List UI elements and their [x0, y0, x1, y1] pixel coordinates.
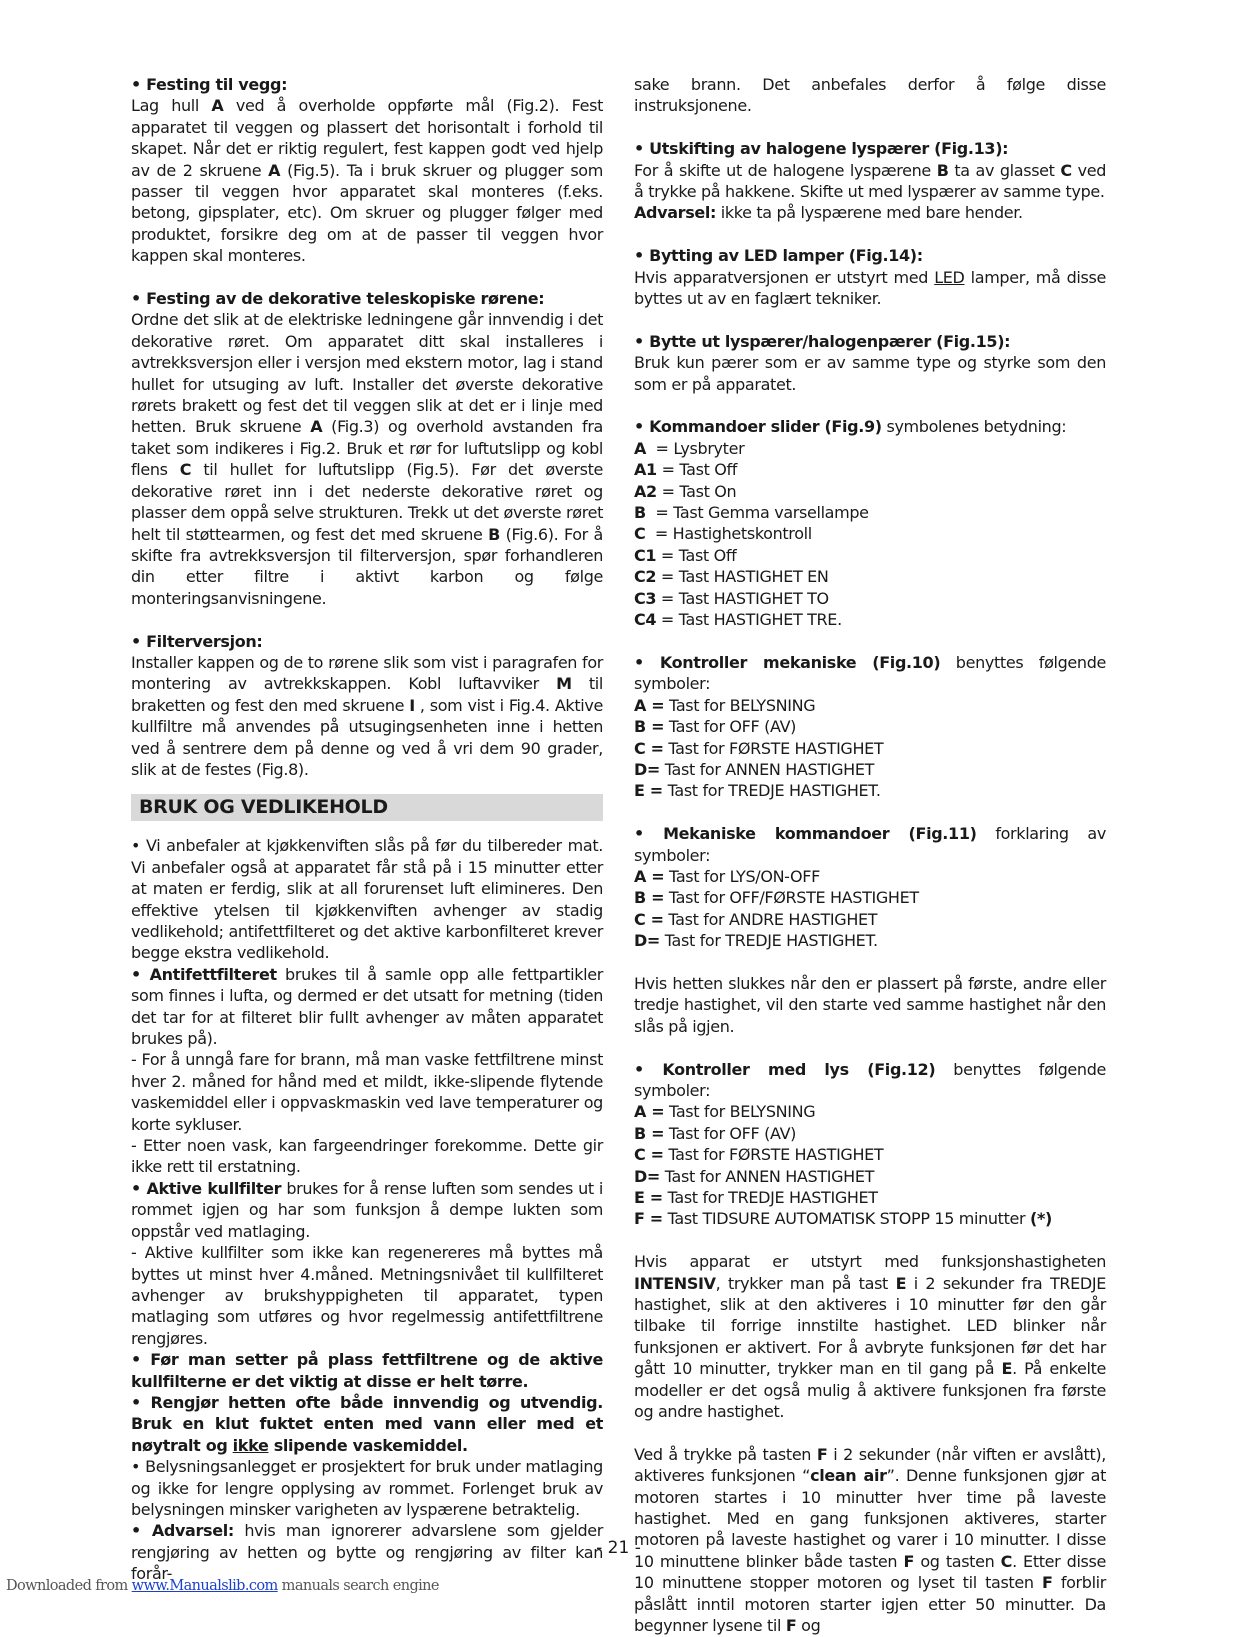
halogen-warning: Advarsel: ikke ta på lyspærene med bare hender.: [634, 203, 1023, 223]
light-controls-list: [634, 1101, 1106, 1229]
antifat-detail-1: - For å unngå fare for brann, må man vaske fettfiltrene minst hver 2. måned for hånd med et mildt, ikke-slipende flytende vaskemiddel eller i oppvaskmaskin ved lave temperaturer og korte sykluser.: [131, 1050, 603, 1134]
download-footer: Downloaded from www.Manualslib.com manuals search engine: [6, 1578, 439, 1594]
right-column: [634, 74, 1106, 1637]
section-title-band: BRUK OG VEDLIKEHOLD: [131, 794, 603, 821]
wall-paragraph: Lag hull A ved å overholde oppførte mål (Fig.2). Fest apparatet til veggen og plassert det horisontalt i forhold til skapet. Når det er riktig regulert, fest kappen godt ved hjelp av de 2 skruene A (Fig.5). Ta i bruk skruer og plugger som passer til veggen hvor apparatet skal monteres (f.eks. betong, gipsplater, etc). Om skruer og plugger følger med produktet, forsikre deg om at de passer til veggen hvor kappen skal monteres.: [131, 96, 603, 266]
list-item: A = Lysbryter: [634, 438, 745, 458]
wall-heading: • Festing til vegg:: [131, 75, 288, 94]
manualslib-link[interactable]: www.Manualslib.com: [131, 1578, 278, 1594]
bulb-heading: • Bytte ut lyspærer/halogenpærer (Fig.15):: [634, 331, 1011, 351]
list-item: C3 = Tast HASTIGHET TO: [634, 588, 829, 608]
slider-heading: • Kommandoer slider (Fig.9) symbolenes betydning:: [634, 417, 1067, 437]
clean-air-paragraph: Ved å trykke på tasten F i 2 sekunder (når viften er avslått), aktiveres funksjonen “clean air”. Denne funksjonen gjør at motoren startes i 10 minutter hver time på laveste hastighet. Med en gang funksjonen aktiveres, starter motoren på laveste hastighet og varer i 10 minutter. I disse 10 minuttene blinker både tasten F og tasten C. Etter disse 10 minuttene stopper motoren og lyset til tasten F forblir påslått inntil motoren starter igjen etter 50 minutter. Da begynner lysene til F og: [634, 1444, 1107, 1636]
led-paragraph: Hvis apparatversjonen er utstyrt med LED lamper, må disse byttes ut av en faglært tekniker.: [634, 267, 1106, 309]
intensive-paragraph: Hvis apparat er utstyrt med funksjonshastigheten INTENSIV, trykker man på tast E i 2 sekunder fra TREDJE hastighet, slik at den aktiveres i 10 minutter før den går tilbake til forrige innstilte hastighet. LED blinker når funksjonen er aktivert. For å avbryte funksjonen før det har gått 10 minutter, trykker man en til gang på E. På enkelte modeller er det også mulig å aktivere funksjonen fra første og andre hastighet.: [634, 1252, 1106, 1422]
mechanical-commands-list: [634, 866, 1106, 952]
filter-paragraph: Installer kappen og de to rørene slik som vist i paragrafen for montering av avtrekkskappen. Kobl luftavviker M til braketten og fest den med skruene I , som vist i Fig.4. Aktive kullfiltre må anvendes på utsugingsenheten inne i hetten ved å sentrere dem på denne og ved å vri dem 90 grader, slik at de festes (Fig.8).: [131, 652, 603, 779]
list-item: A1 = Tast Off: [634, 460, 738, 480]
warning-paragraph: • Advarsel: hvis man ignorerer advarslene som gjelder rengjøring av hetten og bytte og rengjøring av filter kan forår-: [131, 1521, 603, 1584]
list-item: A = Tast for BELYSNING: [634, 1102, 816, 1122]
page-number: - 21 -: [596, 1538, 641, 1558]
list-item: D= Tast for ANNEN HASTIGHET: [634, 759, 875, 779]
list-item: B = Tast for OFF (AV): [634, 1123, 797, 1143]
list-item: B = Tast Gemma varsellampe: [634, 503, 869, 523]
list-item: C = Tast for FØRSTE HASTIGHET: [634, 738, 884, 758]
list-item: E = Tast for TREDJE HASTIGHET.: [634, 781, 881, 801]
list-item: C1 = Tast Off: [634, 545, 737, 565]
led-heading: • Bytting av LED lamper (Fig.14):: [634, 246, 923, 266]
list-item: C = Hastighetskontroll: [634, 524, 812, 544]
clean-instruction: • Rengjør hetten ofte både innvendig og utvendig. Bruk en klut fuktet enten med vann eller med et nøytralt og ikke slipende vaskemiddel.: [131, 1392, 603, 1455]
mechanical-commands-heading: • Mekaniske kommandoer (Fig.11) forklaring av symboler:: [634, 824, 1106, 865]
antifat-paragraph: • Antifettfilteret brukes til å samle opp alle fettpartikler som finnes i lufta, og dermed er det utsatt for metning (tiden det tar for at filteret blir fullt avhenger av måten apparatet brukes på).: [131, 964, 603, 1049]
lighting-paragraph: • Belysningsanlegget er prosjektert for bruk under matlaging og ikke for lengre opplysing av rommet. Forlenget bruk av belysningen minsker varigheten av lyspærene betraktelig.: [131, 1457, 603, 1519]
off-paragraph: Hvis hetten slukkes når den er plassert på første, andre eller tredje hastighet, vil den starte ved samme hastighet når den slås på igjen.: [634, 973, 1106, 1036]
bulb-paragraph: Bruk kun pærer som er av samme type og styrke som den som er på apparatet.: [634, 353, 1106, 394]
list-item: B = Tast for OFF/FØRSTE HASTIGHET: [634, 888, 919, 908]
list-item: C = Tast for FØRSTE HASTIGHET: [634, 1145, 884, 1165]
dry-warning: • Før man setter på plass fettfiltrene og de aktive kullfilterne er det viktig at disse er helt tørre.: [131, 1350, 603, 1391]
light-controls-heading: • Kontroller med lys (Fig.12) benyttes følgende symboler:: [634, 1059, 1107, 1100]
halogen-paragraph: For å skifte ut de halogene lyspærene B ta av glasset C ved å trykke på hakkene. Skifte ut med lyspærer av samme type.: [634, 160, 1106, 202]
carbon-detail: - Aktive kullfilter som ikke kan regenereres må byttes må byttes ut minst hver 4.måned. Metningsnivået til kullfilteret avhenger av brukshyppigheten til apparatet, typen matlaging som utføres og hvor regelmessig antifettfiltrene rengjøres.: [131, 1243, 603, 1348]
list-item: A2 = Tast On: [634, 481, 737, 501]
list-item: A = Tast for BELYSNING: [634, 695, 816, 715]
left-column: [131, 74, 603, 1585]
list-item: C4 = Tast HASTIGHET TRE.: [634, 610, 842, 630]
list-item: B = Tast for OFF (AV): [634, 717, 797, 737]
list-item: A = Tast for LYS/ON-OFF: [634, 866, 821, 886]
mechanical-list: [634, 695, 1106, 802]
halogen-heading: • Utskifting av halogene lyspærer (Fig.13):: [634, 139, 1009, 159]
list-item: D= Tast for ANNEN HASTIGHET: [634, 1166, 875, 1186]
slider-list: [634, 438, 1106, 631]
list-item: E = Tast for TREDJE HASTIGHET: [634, 1188, 878, 1207]
list-item: C2 = Tast HASTIGHET EN: [634, 567, 829, 587]
carbon-paragraph: • Aktive kullfilter brukes for å rense luften som sendes ut i rommet igjen og har som funksjon å dempe lukten som oppstår ved matlaging.: [131, 1178, 603, 1241]
telescopic-paragraph: Ordne det slik at de elektriske ledningene går innvendig i det dekorative røret. Om apparatet ditt skal installeres i avtrekksversjon eller i versjon med ekstern motor, lag i stand hullet for utsuging av luft. Installer det øverste dekorative rørets brakett og fest det til veggen slik at det er i linje med hetten. Bruk skruene A (Fig.3) og overhold avstanden fra taket som indikeres i Fig.2. Bruk et rør for luftutslipp og kobl flens C til hullet for luftutslipp (Fig.5). Før det øverste dekorative røret inn i det nederste dekorative røret og plasser dem oppå selve strukturen. Trekk ut det øverste røret helt til støttearmen, og fest det med skruene B (Fig.6). For å skifte fra avtrekksversjon til filterversjon, spør forhandleren din etter filtre i aktivt karbon og følge monteringsanvisningene.: [131, 310, 603, 608]
list-item: D= Tast for TREDJE HASTIGHET.: [634, 931, 878, 951]
telescopic-heading: • Festing av de dekorative teleskopiske rørene:: [131, 289, 545, 309]
list-item: C = Tast for ANDRE HASTIGHET: [634, 909, 878, 929]
continued-text: sake brann. Det anbefales derfor å følge disse instruksjonene.: [634, 75, 1106, 116]
filter-heading: • Filterversjon:: [131, 631, 263, 651]
antifat-detail-2: - Etter noen vask, kan fargeendringer forekomme. Dette gir ikke rett til erstatning.: [131, 1136, 603, 1177]
list-item: F = Tast TIDSURE AUTOMATISK STOPP 15 minutter (*): [634, 1209, 1052, 1229]
mechanical-heading: • Kontroller mekaniske (Fig.10) benyttes følgende symboler:: [634, 652, 1107, 694]
use-paragraph: • Vi anbefaler at kjøkkenviften slås på før du tilbereder mat. Vi anbefaler også at apparatet får stå på i 15 minutter etter at maten er ferdig, slik at all forurenset luft elimineres. Den effektive ytelsen til kjøkkenviften avhenger av stadig vedlikehold; antifettfilteret og det aktive karbonfilteret krever begge ekstra vedlikehold.: [131, 836, 603, 963]
